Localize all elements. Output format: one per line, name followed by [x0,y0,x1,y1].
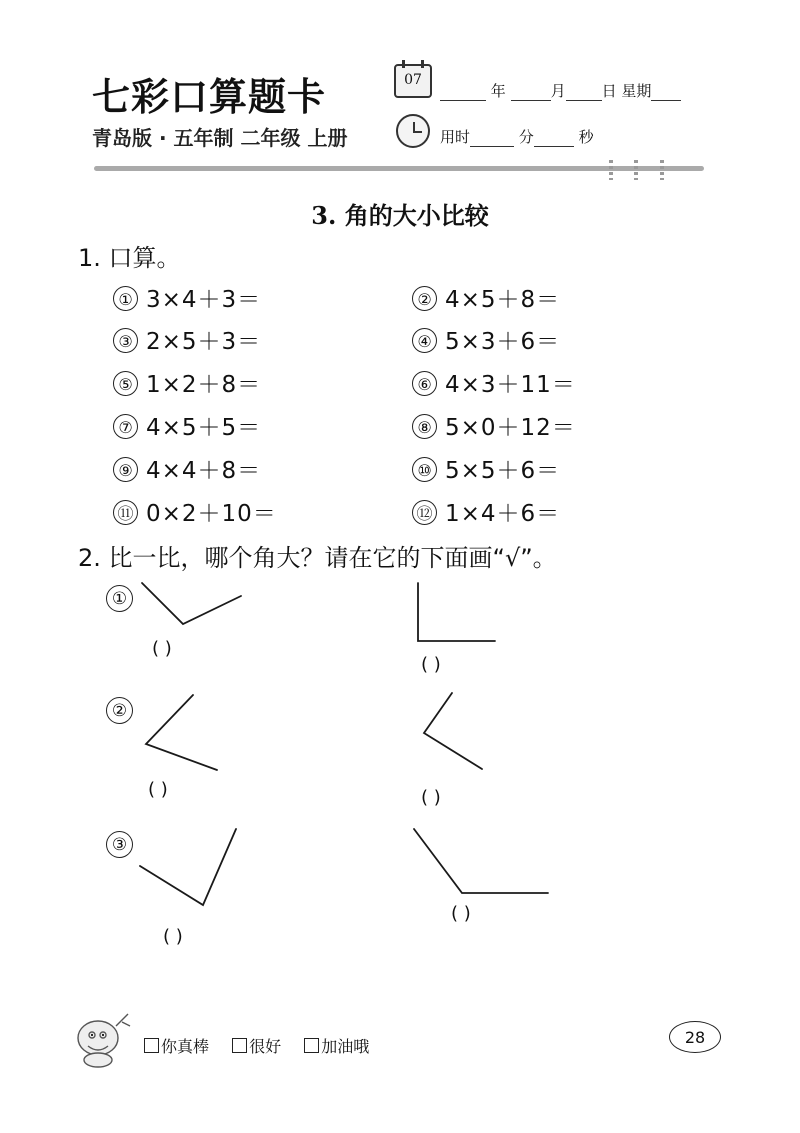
weekday-label: 星期 [621,82,652,100]
problem-expr: 0×2＋10＝ [146,501,277,527]
answer-blank[interactable]: ( ) [421,787,441,808]
angle-3b [414,829,548,893]
rating-option[interactable]: 加油哦 [304,1037,369,1056]
problem-mark: ⑥ [412,371,437,396]
angle-3a [140,829,236,905]
problem-mark: ⑪ [113,500,138,525]
group-3-label: ③ [106,828,133,858]
problem-mark: ⑩ [412,457,437,482]
group-2-label: ② [106,694,133,724]
edition-label: 青岛版 · 五年制 二年级 上册 [92,126,348,150]
checkbox-icon[interactable] [304,1038,319,1053]
answer-blank[interactable]: ( ) [451,903,471,924]
checkbox-icon[interactable] [144,1038,159,1053]
angle-2b [424,693,482,769]
problem-expr: 4×4＋8＝ [146,458,262,484]
angle-1a [142,583,241,624]
lesson-title: 3. 角的大小比较 [311,201,489,230]
month-label: 月 [550,82,566,100]
problem-expr: 5×0＋12＝ [445,415,576,441]
answer-blank[interactable]: ( ) [163,926,183,947]
angle-2a [146,695,217,770]
problem-mark: ④ [412,328,437,353]
calendar-icon-text: 07 [404,72,422,88]
answer-blank[interactable]: ( ) [152,638,172,659]
problem-expr: 1×2＋8＝ [146,372,262,398]
mascot-icon [70,1008,134,1070]
problem-mark: ③ [113,328,138,353]
problem-expr: 4×5＋5＝ [146,415,262,441]
section1-title: 1. 口算。 [78,244,181,272]
problem-expr: 5×5＋6＝ [445,458,561,484]
self-rating [144,1034,387,1057]
problem-expr: 3×4＋3＝ [146,287,262,313]
problem-expr: 2×5＋3＝ [146,329,262,355]
problem-mark: ① [113,286,138,311]
day-label: 日 [601,82,617,100]
answer-blank[interactable]: ( ) [148,779,168,800]
angle-1b [418,583,495,641]
time-used-label: 用时 [440,128,471,146]
problem-expr: 1×4＋6＝ [445,501,561,527]
problem-mark: ⑨ [113,457,138,482]
problem-mark: ⑦ [113,414,138,439]
problem-mark: ⑧ [412,414,437,439]
brand-logo: 七彩口算题卡 [92,74,327,119]
rating-option[interactable]: 你真棒 [144,1037,209,1056]
year-label: 年 [490,82,506,100]
answer-blank[interactable]: ( ) [421,654,441,675]
problem-mark: ⑫ [412,500,437,525]
problem-expr: 4×3＋11＝ [445,372,576,398]
group-1-label: ① [106,582,133,612]
problem-mark: ② [412,286,437,311]
page-number: 28 [669,1021,721,1053]
problem-mark: ⑤ [113,371,138,396]
problem-expr: 5×3＋6＝ [445,329,561,355]
seconds-label: 秒 [578,128,594,146]
minutes-label: 分 [518,128,534,146]
checkbox-icon[interactable] [232,1038,247,1053]
rating-option[interactable]: 很好 [232,1037,281,1056]
section2-title: 2. 比一比，哪个角大？请在它的下面画“√”。 [78,544,557,572]
problem-expr: 4×5＋8＝ [445,287,561,313]
